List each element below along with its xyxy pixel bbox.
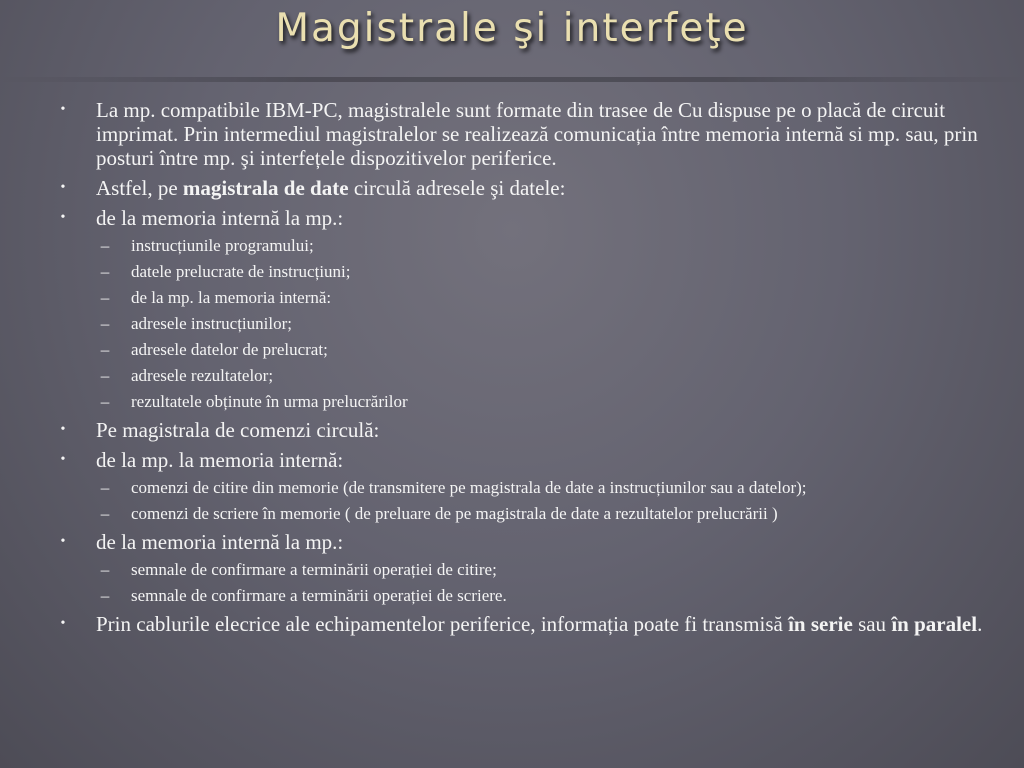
sub-bullet-marker: – bbox=[100, 392, 110, 411]
sub-bullet-text: adresele rezultatelor; bbox=[131, 366, 274, 385]
sub-bullet-marker: – bbox=[100, 504, 110, 523]
sub-bullet-item bbox=[50, 504, 1000, 523]
bullet-item bbox=[50, 612, 1000, 636]
bullet-marker: • bbox=[60, 616, 66, 631]
bullet-text-bold: în serie bbox=[788, 612, 853, 636]
sub-bullet-item bbox=[50, 560, 1000, 579]
bullet-text-bold: în paralel bbox=[891, 612, 978, 636]
sub-bullet-marker: – bbox=[100, 314, 110, 333]
bullet-item bbox=[50, 418, 1000, 442]
sub-bullet-marker: – bbox=[100, 340, 110, 359]
bullet-item bbox=[50, 206, 1000, 230]
sub-bullet-text: datele prelucrate de instrucțiuni; bbox=[131, 262, 351, 281]
bullet-text: de la memoria internă la mp.: bbox=[96, 206, 344, 230]
bullet-text: Pe magistrala de comenzi circulă: bbox=[96, 418, 380, 442]
sub-bullet-text: de la mp. la memoria internă: bbox=[131, 288, 332, 307]
sub-bullet-marker: – bbox=[100, 560, 110, 579]
sub-bullet-text: instrucțiunile programului; bbox=[131, 236, 314, 255]
bullet-item bbox=[50, 176, 1000, 200]
sub-bullet-item bbox=[50, 288, 1000, 307]
sub-bullet-marker: – bbox=[100, 586, 110, 605]
sub-bullet-marker: – bbox=[100, 366, 110, 385]
sub-bullet-marker: – bbox=[100, 478, 110, 497]
sub-bullet-marker: – bbox=[100, 288, 110, 307]
title-divider bbox=[0, 77, 1024, 82]
sub-bullet-item bbox=[50, 314, 1000, 333]
sub-bullet-text: semnale de confirmare a terminării operației de citire; bbox=[131, 560, 497, 579]
bullet-text: La mp. compatibile IBM-PC, magistralele sunt formate din trasee de Cu dispuse pe o placă de circuit imprimat. Prin intermediul magistralelor se realizează comunicația între memoria internă si mp. sau, prin posturi între mp. şi interfețele dispozitivelor periferice. bbox=[96, 98, 978, 170]
sub-bullet-text: semnale de confirmare a terminării operației de scriere. bbox=[131, 586, 507, 605]
sub-bullet-item bbox=[50, 478, 1000, 497]
sub-bullet-text: adresele instrucțiunilor; bbox=[131, 314, 292, 333]
bullet-text-part: Prin cablurile elecrice ale echipamentelor periferice, informația poate fi transmisă bbox=[96, 612, 789, 636]
bullet-marker: • bbox=[60, 422, 66, 437]
slide-title: Magistrale şi interfeţe bbox=[275, 6, 749, 51]
sub-bullet-text: comenzi de citire din memorie (de transmitere pe magistrala de date a instrucțiunilor sau a datelor); bbox=[131, 478, 807, 497]
bullet-marker: • bbox=[60, 180, 66, 195]
bullet-text-part: sau bbox=[852, 612, 892, 636]
bullet-text-part: Astfel, pe bbox=[96, 176, 183, 200]
sub-bullet-marker: – bbox=[100, 236, 110, 255]
bullet-text bbox=[96, 176, 565, 200]
sub-bullet-item bbox=[50, 340, 1000, 359]
sub-bullet-text: rezultatele obținute în urma prelucrărilor bbox=[131, 392, 408, 411]
bullet-marker: • bbox=[60, 452, 66, 467]
sub-bullet-text: comenzi de scriere în memorie ( de preluare de pe magistrala de date a rezultatelor prelucrării ) bbox=[131, 504, 778, 523]
sub-bullet-item bbox=[50, 262, 1000, 281]
bullet-text bbox=[96, 612, 982, 636]
slide-content bbox=[50, 98, 1000, 642]
bullet-item bbox=[50, 530, 1000, 554]
bullet-text-part: . bbox=[977, 612, 983, 636]
sub-bullet-item bbox=[50, 366, 1000, 385]
bullet-item bbox=[50, 448, 1000, 472]
bullet-marker: • bbox=[60, 102, 66, 117]
sub-bullet-item bbox=[50, 586, 1000, 605]
bullet-text: de la mp. la memoria internă: bbox=[96, 448, 344, 472]
bullet-text-part: circulă adresele şi datele: bbox=[348, 176, 566, 200]
bullet-marker: • bbox=[60, 210, 66, 225]
bullet-marker: • bbox=[60, 534, 66, 549]
sub-bullet-item bbox=[50, 392, 1000, 411]
bullet-text: de la memoria internă la mp.: bbox=[96, 530, 344, 554]
bullet-item bbox=[50, 98, 1000, 170]
bullet-text-bold: magistrala de date bbox=[182, 176, 349, 200]
sub-bullet-marker: – bbox=[100, 262, 110, 281]
sub-bullet-text: adresele datelor de prelucrat; bbox=[131, 340, 328, 359]
sub-bullet-item bbox=[50, 236, 1000, 255]
